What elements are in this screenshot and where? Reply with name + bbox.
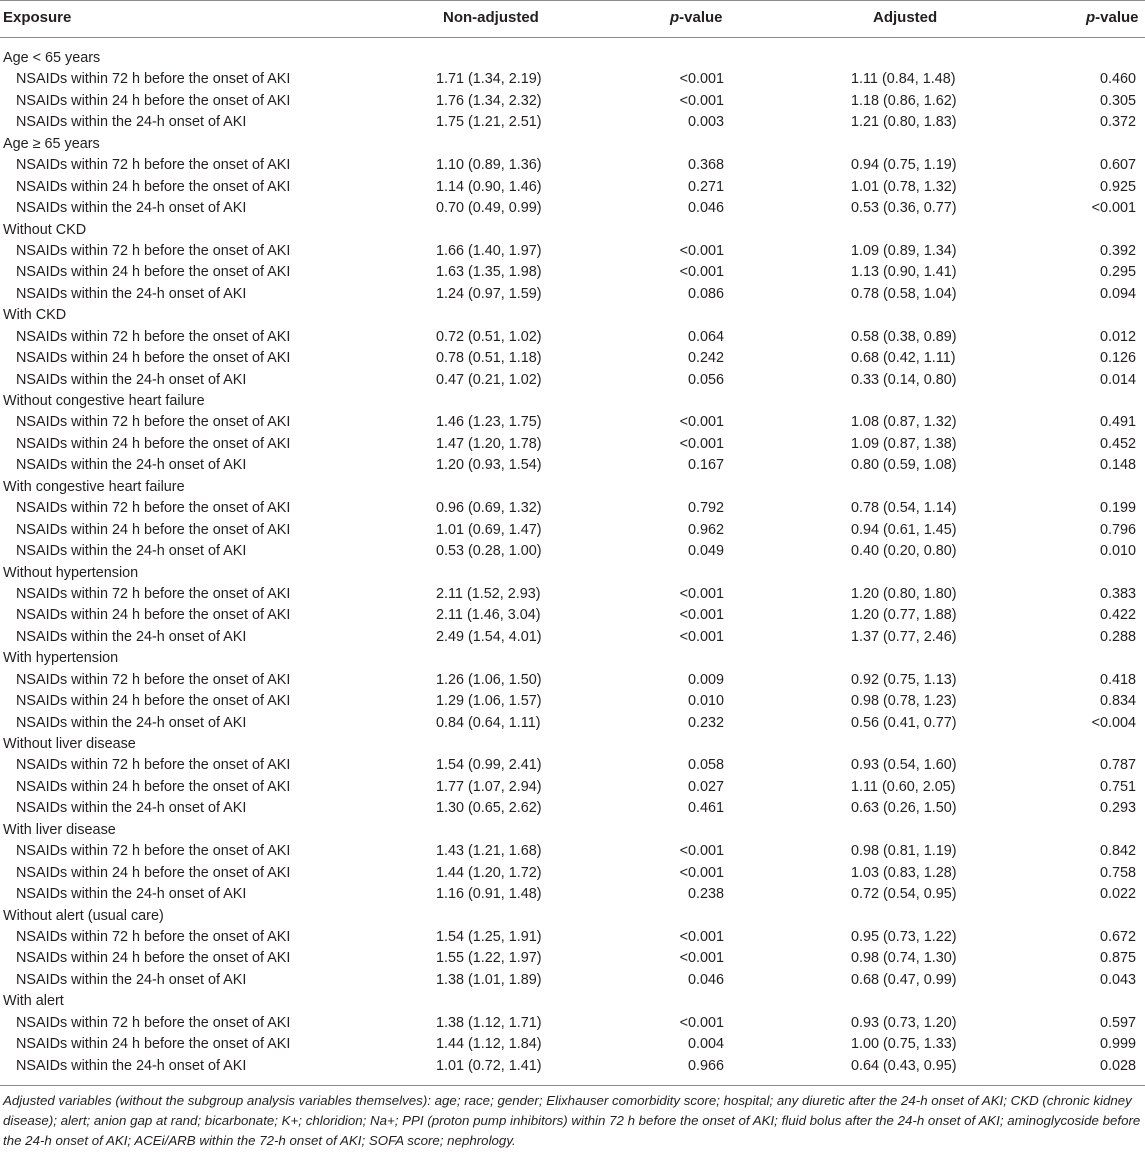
group-header-row xyxy=(0,906,1145,927)
exposure-cell: NSAIDs within the 24-h onset of AKI xyxy=(16,543,247,560)
group-header-row xyxy=(0,477,1145,498)
adjusted-cell: 0.94 (0.61, 1.45) xyxy=(851,521,957,538)
exposure-cell: NSAIDs within 72 h before the onset of AKI xyxy=(16,928,291,945)
adjusted-cell: 0.56 (0.41, 0.77) xyxy=(851,714,957,731)
p-value-cell: 0.058 xyxy=(687,757,724,774)
adjusted-p-value-cell: 0.999 xyxy=(1099,1036,1136,1053)
non-adjusted-cell: 1.10 (0.89, 1.36) xyxy=(436,157,542,174)
adjusted-p-value-cell: 0.834 xyxy=(1099,693,1136,710)
adjusted-p-value-cell: 0.028 xyxy=(1099,1057,1136,1074)
exposure-cell: NSAIDs within the 24-h onset of AKI xyxy=(16,285,247,302)
group-title: Without liver disease xyxy=(3,736,136,752)
non-adjusted-cell: 1.38 (1.01, 1.89) xyxy=(436,971,542,988)
p-value-cell: 0.056 xyxy=(687,371,724,388)
group-title: With liver disease xyxy=(3,821,116,838)
exposure-cell: NSAIDs within the 24-h onset of AKI xyxy=(16,886,247,903)
exposure-cell: NSAIDs within 24 h before the onset of AKI xyxy=(16,950,291,967)
non-adjusted-cell: 1.26 (1.06, 1.50) xyxy=(436,671,542,688)
adjusted-cell: 1.21 (0.80, 1.83) xyxy=(851,114,957,131)
exposure-cell: NSAIDs within 24 h before the onset of AKI xyxy=(16,264,291,281)
group-header-row xyxy=(0,734,1145,755)
table-row xyxy=(0,863,1145,884)
table-row xyxy=(0,327,1145,348)
exposure-cell: NSAIDs within 24 h before the onset of AKI xyxy=(16,693,291,710)
p-value-cell: 0.027 xyxy=(687,778,724,795)
adjusted-cell: 0.80 (0.59, 1.08) xyxy=(851,457,957,474)
non-adjusted-cell: 1.43 (1.21, 1.68) xyxy=(436,843,542,860)
table-row xyxy=(0,370,1145,391)
p-value-cell: <0.001 xyxy=(679,242,724,259)
table-row xyxy=(0,798,1145,819)
adjusted-p-value-cell: 0.392 xyxy=(1099,242,1136,259)
exposure-cell: NSAIDs within the 24-h onset of AKI xyxy=(16,457,247,474)
adjusted-p-value-cell: 0.148 xyxy=(1099,457,1136,474)
p-value-cell: 0.010 xyxy=(687,693,724,710)
non-adjusted-cell: 1.55 (1.22, 1.97) xyxy=(436,950,542,967)
adjusted-cell: 1.03 (0.83, 1.28) xyxy=(851,864,957,881)
exposure-cell: NSAIDs within 24 h before the onset of AKI xyxy=(16,864,291,881)
exposure-cell: NSAIDs within 24 h before the onset of AKI xyxy=(16,778,291,795)
table-row xyxy=(0,112,1145,133)
p-value-cell: 0.232 xyxy=(687,714,724,731)
non-adjusted-cell: 1.16 (0.91, 1.48) xyxy=(436,886,542,903)
exposure-cell: NSAIDs within 72 h before the onset of AKI xyxy=(16,843,291,860)
p-value-cell: <0.001 xyxy=(679,628,724,645)
p-value-cell: <0.001 xyxy=(679,607,724,624)
table-row xyxy=(0,584,1145,605)
non-adjusted-cell: 0.53 (0.28, 1.00) xyxy=(436,543,542,560)
p-value-cell: <0.001 xyxy=(679,928,724,945)
p-value-cell: 0.046 xyxy=(687,200,724,217)
adjusted-cell: 0.93 (0.73, 1.20) xyxy=(851,1014,957,1031)
non-adjusted-cell: 0.84 (0.64, 1.11) xyxy=(436,714,541,731)
p-value-cell: 0.004 xyxy=(687,1036,724,1053)
adjusted-p-value-cell: 0.288 xyxy=(1099,628,1136,645)
p-value-cell: <0.001 xyxy=(679,864,724,881)
p-value-cell: 0.009 xyxy=(687,671,724,688)
adjusted-cell: 1.20 (0.77, 1.88) xyxy=(851,607,957,624)
table-row xyxy=(0,970,1145,991)
non-adjusted-cell: 1.44 (1.12, 1.84) xyxy=(436,1036,542,1053)
adjusted-p-value-cell: 0.295 xyxy=(1099,264,1136,281)
adjusted-p-value-cell: 0.094 xyxy=(1099,285,1136,302)
non-adjusted-cell: 1.76 (1.34, 2.32) xyxy=(436,92,542,109)
exposure-cell: NSAIDs within 72 h before the onset of AKI xyxy=(16,328,291,345)
adjusted-p-value-cell: <0.001 xyxy=(1091,200,1136,217)
non-adjusted-cell: 1.01 (0.69, 1.47) xyxy=(436,521,542,538)
non-adjusted-cell: 1.66 (1.40, 1.97) xyxy=(436,242,542,259)
adjusted-cell: 1.11 (0.84, 1.48) xyxy=(851,71,956,88)
non-adjusted-cell: 0.70 (0.49, 0.99) xyxy=(436,200,542,217)
adjusted-p-value-cell: 0.460 xyxy=(1099,71,1136,88)
adjusted-p-value-cell: 0.383 xyxy=(1099,585,1136,602)
table-row xyxy=(0,605,1145,626)
exposure-cell: NSAIDs within 24 h before the onset of AKI xyxy=(16,92,291,109)
p-value-cell: 0.242 xyxy=(687,350,724,367)
p-value-cell: <0.001 xyxy=(679,950,724,967)
adjusted-cell: 0.64 (0.43, 0.95) xyxy=(851,1057,957,1074)
adjusted-cell: 0.68 (0.47, 0.99) xyxy=(851,971,957,988)
group-header-row xyxy=(0,48,1145,69)
adjusted-cell: 0.53 (0.36, 0.77) xyxy=(851,200,957,217)
header-exposure: Exposure xyxy=(3,9,72,26)
header-p-value-1 xyxy=(670,9,723,26)
p-value-cell: 0.792 xyxy=(687,500,724,517)
adjusted-cell: 0.68 (0.42, 1.11) xyxy=(851,350,956,367)
group-title: Age < 65 years xyxy=(3,50,101,66)
table-row xyxy=(0,755,1145,776)
exposure-cell: NSAIDs within 24 h before the onset of AKI xyxy=(16,350,291,367)
non-adjusted-cell: 0.78 (0.51, 1.18) xyxy=(436,350,542,367)
adjusted-p-value-cell: 0.597 xyxy=(1099,1014,1136,1031)
group-title: Without hypertension xyxy=(3,564,139,581)
table-row xyxy=(0,241,1145,262)
adjusted-cell: 1.18 (0.86, 1.62) xyxy=(851,92,957,109)
table-row xyxy=(0,541,1145,562)
adjusted-cell: 0.92 (0.75, 1.13) xyxy=(851,671,957,688)
p-value-cell: <0.001 xyxy=(679,435,724,452)
adjusted-p-value-cell: 0.842 xyxy=(1099,843,1136,860)
table-header xyxy=(0,0,1145,38)
p-value-cell: <0.001 xyxy=(679,414,724,431)
table-row xyxy=(0,627,1145,648)
table-row xyxy=(0,1056,1145,1077)
group-header-row xyxy=(0,305,1145,326)
adjusted-cell: 0.93 (0.54, 1.60) xyxy=(851,757,957,774)
adjusted-cell: 0.40 (0.20, 0.80) xyxy=(851,543,957,560)
table-row xyxy=(0,1034,1145,1055)
header-adjusted: Adjusted xyxy=(873,9,938,26)
p-value-cell: <0.001 xyxy=(679,843,724,860)
header-p-letter: p xyxy=(670,9,680,26)
table-row xyxy=(0,498,1145,519)
non-adjusted-cell: 1.54 (1.25, 1.91) xyxy=(436,928,542,945)
exposure-cell: NSAIDs within 72 h before the onset of AKI xyxy=(16,242,291,259)
exposure-cell: NSAIDs within the 24-h onset of AKI xyxy=(16,1057,247,1074)
header-p-letter: p xyxy=(1086,9,1096,26)
non-adjusted-cell: 2.11 (1.46, 3.04) xyxy=(436,607,541,624)
adjusted-cell: 0.58 (0.38, 0.89) xyxy=(851,328,957,345)
adjusted-p-value-cell: 0.293 xyxy=(1099,800,1136,817)
non-adjusted-cell: 2.49 (1.54, 4.01) xyxy=(436,628,542,645)
exposure-cell: NSAIDs within 72 h before the onset of AKI xyxy=(16,757,291,774)
adjusted-p-value-cell: 0.014 xyxy=(1099,371,1136,388)
table-row xyxy=(0,412,1145,433)
non-adjusted-cell: 2.11 (1.52, 2.93) xyxy=(436,585,541,602)
p-value-cell: <0.001 xyxy=(679,264,724,281)
p-value-cell: 0.966 xyxy=(687,1057,724,1074)
non-adjusted-cell: 1.54 (0.99, 2.41) xyxy=(436,757,542,774)
exposure-cell: NSAIDs within the 24-h onset of AKI xyxy=(16,114,247,131)
adjusted-cell: 0.78 (0.58, 1.04) xyxy=(851,285,957,302)
table-row xyxy=(0,927,1145,948)
exposure-cell: NSAIDs within 72 h before the onset of AKI xyxy=(16,157,291,174)
non-adjusted-cell: 1.30 (0.65, 2.62) xyxy=(436,800,542,817)
header-p-suffix: -value xyxy=(679,9,723,26)
table-row xyxy=(0,177,1145,198)
exposure-cell: NSAIDs within 72 h before the onset of AKI xyxy=(16,414,291,431)
p-value-cell: 0.461 xyxy=(687,800,724,817)
table-row xyxy=(0,284,1145,305)
table-footnote: Adjusted variables (without the subgroup analysis variables themselves): age; race; gender; Elixhauser comorbidity score; hospital; any diuretic after the 24-h onset of AKI; CKD (chronic kidney disease); alert; anion gap at rand; bicarbonate; K+; chloridion; Na+; PPI (proton pump inhibitors) within 72 h before the onset of AKI; fluid bolus after the 24-h onset of AKI; aminoglycoside before the 24-h onset of AKI; ACEi/ARB within the 72-h onset of AKI; SOFA score; nephrology. xyxy=(3,1093,1141,1148)
exposure-cell: NSAIDs within the 24-h onset of AKI xyxy=(16,200,247,217)
p-value-cell: 0.046 xyxy=(687,971,724,988)
header-p-value-2 xyxy=(1086,9,1139,26)
adjusted-cell: 1.13 (0.90, 1.41) xyxy=(851,264,957,281)
group-title: With congestive heart failure xyxy=(3,478,185,495)
table-row xyxy=(0,262,1145,283)
adjusted-cell: 0.95 (0.73, 1.22) xyxy=(851,928,957,945)
group-title: Without alert (usual care) xyxy=(3,907,164,924)
adjusted-cell: 1.08 (0.87, 1.32) xyxy=(851,414,957,431)
non-adjusted-cell: 1.63 (1.35, 1.98) xyxy=(436,264,542,281)
exposure-cell: NSAIDs within 24 h before the onset of AKI xyxy=(16,607,291,624)
table-row xyxy=(0,884,1145,905)
p-value-cell: 0.049 xyxy=(687,543,724,560)
exposure-cell: NSAIDs within the 24-h onset of AKI xyxy=(16,371,247,388)
adjusted-cell: 1.09 (0.87, 1.38) xyxy=(851,435,957,452)
adjusted-p-value-cell: 0.012 xyxy=(1099,328,1136,345)
table-body xyxy=(0,48,1145,1077)
adjusted-p-value-cell: 0.043 xyxy=(1099,971,1136,988)
adjusted-p-value-cell: 0.126 xyxy=(1099,350,1136,367)
adjusted-p-value-cell: 0.875 xyxy=(1099,950,1136,967)
adjusted-p-value-cell: 0.422 xyxy=(1099,607,1136,624)
adjusted-p-value-cell: 0.010 xyxy=(1099,543,1136,560)
adjusted-cell: 1.37 (0.77, 2.46) xyxy=(851,628,957,645)
group-header-row xyxy=(0,648,1145,669)
adjusted-p-value-cell: 0.672 xyxy=(1099,928,1136,945)
table-row xyxy=(0,455,1145,476)
table-row xyxy=(0,91,1145,112)
p-value-cell: 0.064 xyxy=(687,328,724,345)
table-row xyxy=(0,670,1145,691)
group-header-row xyxy=(0,220,1145,241)
group-title: Age ≥ 65 years xyxy=(3,135,100,152)
table-row xyxy=(0,691,1145,712)
exposure-cell: NSAIDs within the 24-h onset of AKI xyxy=(16,971,247,988)
adjusted-cell: 0.94 (0.75, 1.19) xyxy=(851,157,957,174)
group-header-row xyxy=(0,991,1145,1012)
exposure-cell: NSAIDs within 72 h before the onset of AKI xyxy=(16,71,291,88)
adjusted-cell: 1.00 (0.75, 1.33) xyxy=(851,1036,957,1053)
non-adjusted-cell: 1.44 (1.20, 1.72) xyxy=(436,864,542,881)
p-value-cell: 0.962 xyxy=(687,521,724,538)
table-row xyxy=(0,155,1145,176)
p-value-cell: 0.003 xyxy=(687,114,724,131)
table-row xyxy=(0,841,1145,862)
group-header-row xyxy=(0,563,1145,584)
group-header-row xyxy=(0,820,1145,841)
adjusted-p-value-cell: 0.418 xyxy=(1099,671,1136,688)
non-adjusted-cell: 1.47 (1.20, 1.78) xyxy=(436,435,542,452)
table-row xyxy=(0,69,1145,90)
non-adjusted-cell: 1.75 (1.21, 2.51) xyxy=(436,114,542,131)
non-adjusted-cell: 0.47 (0.21, 1.02) xyxy=(436,371,542,388)
non-adjusted-cell: 1.14 (0.90, 1.46) xyxy=(436,178,542,195)
adjusted-p-value-cell: 0.758 xyxy=(1099,864,1136,881)
adjusted-cell: 1.11 (0.60, 2.05) xyxy=(851,778,956,795)
adjusted-p-value-cell: 0.452 xyxy=(1099,435,1136,452)
exposure-cell: NSAIDs within 72 h before the onset of AKI xyxy=(16,585,291,602)
non-adjusted-cell: 1.71 (1.34, 2.19) xyxy=(436,71,542,88)
adjusted-cell: 0.98 (0.81, 1.19) xyxy=(851,843,957,860)
table-row xyxy=(0,713,1145,734)
group-title: With alert xyxy=(3,993,64,1010)
exposure-cell: NSAIDs within 72 h before the onset of AKI xyxy=(16,500,291,517)
table-row xyxy=(0,198,1145,219)
non-adjusted-cell: 1.46 (1.23, 1.75) xyxy=(436,414,542,431)
exposure-cell: NSAIDs within 24 h before the onset of AKI xyxy=(16,1036,291,1053)
p-value-cell: 0.086 xyxy=(687,285,724,302)
table-row xyxy=(0,1013,1145,1034)
header-non-adjusted: Non-adjusted xyxy=(443,9,539,26)
p-value-cell: 0.167 xyxy=(687,457,724,474)
non-adjusted-cell: 0.96 (0.69, 1.32) xyxy=(436,500,542,517)
header-p-suffix: -value xyxy=(1095,9,1139,26)
adjusted-p-value-cell: 0.796 xyxy=(1099,521,1136,538)
p-value-cell: <0.001 xyxy=(679,92,724,109)
group-title: Without CKD xyxy=(3,221,87,238)
non-adjusted-cell: 1.20 (0.93, 1.54) xyxy=(436,457,542,474)
table-row xyxy=(0,348,1145,369)
non-adjusted-cell: 1.77 (1.07, 2.94) xyxy=(436,778,542,795)
exposure-cell: NSAIDs within 24 h before the onset of AKI xyxy=(16,435,291,452)
non-adjusted-cell: 1.01 (0.72, 1.41) xyxy=(436,1057,542,1074)
group-title: Without congestive heart failure xyxy=(3,393,205,409)
adjusted-cell: 0.72 (0.54, 0.95) xyxy=(851,886,957,903)
exposure-cell: NSAIDs within the 24-h onset of AKI xyxy=(16,714,247,731)
non-adjusted-cell: 1.29 (1.06, 1.57) xyxy=(436,693,542,710)
p-value-cell: 0.368 xyxy=(687,157,724,174)
p-value-cell: <0.001 xyxy=(679,585,724,602)
table-bottom-rule xyxy=(0,1085,1145,1086)
group-header-row xyxy=(0,134,1145,155)
adjusted-cell: 0.78 (0.54, 1.14) xyxy=(851,500,957,517)
adjusted-p-value-cell: 0.925 xyxy=(1099,178,1136,195)
adjusted-p-value-cell: 0.607 xyxy=(1099,157,1136,174)
table-row xyxy=(0,777,1145,798)
adjusted-p-value-cell: 0.372 xyxy=(1099,114,1136,131)
adjusted-p-value-cell: 0.491 xyxy=(1099,414,1136,431)
adjusted-p-value-cell: 0.787 xyxy=(1099,757,1136,774)
adjusted-cell: 1.01 (0.78, 1.32) xyxy=(851,178,957,195)
adjusted-cell: 0.98 (0.74, 1.30) xyxy=(851,950,957,967)
p-value-cell: <0.001 xyxy=(679,1014,724,1031)
adjusted-cell: 1.20 (0.80, 1.80) xyxy=(851,585,957,602)
exposure-cell: NSAIDs within 72 h before the onset of AKI xyxy=(16,1014,291,1031)
exposure-cell: NSAIDs within 72 h before the onset of AKI xyxy=(16,671,291,688)
adjusted-p-value-cell: 0.199 xyxy=(1099,500,1136,517)
exposure-cell: NSAIDs within the 24-h onset of AKI xyxy=(16,628,247,645)
p-value-cell: 0.271 xyxy=(687,178,724,195)
p-value-cell: 0.238 xyxy=(687,886,724,903)
adjusted-p-value-cell: 0.305 xyxy=(1099,92,1136,109)
non-adjusted-cell: 1.24 (0.97, 1.59) xyxy=(436,285,542,302)
exposure-cell: NSAIDs within 24 h before the onset of AKI xyxy=(16,521,291,538)
exposure-cell: NSAIDs within 24 h before the onset of AKI xyxy=(16,178,291,195)
non-adjusted-cell: 0.72 (0.51, 1.02) xyxy=(436,328,542,345)
adjusted-cell: 0.33 (0.14, 0.80) xyxy=(851,371,957,388)
adjusted-cell: 0.63 (0.26, 1.50) xyxy=(851,800,957,817)
exposure-cell: NSAIDs within the 24-h onset of AKI xyxy=(16,800,247,817)
adjusted-cell: 0.98 (0.78, 1.23) xyxy=(851,693,957,710)
table-row xyxy=(0,948,1145,969)
non-adjusted-cell: 1.38 (1.12, 1.71) xyxy=(436,1014,542,1031)
adjusted-p-value-cell: 0.751 xyxy=(1099,778,1136,795)
table-row xyxy=(0,520,1145,541)
group-header-row xyxy=(0,391,1145,412)
adjusted-p-value-cell: 0.022 xyxy=(1099,886,1136,903)
p-value-cell: <0.001 xyxy=(679,71,724,88)
table-row xyxy=(0,434,1145,455)
group-title: With CKD xyxy=(3,307,67,324)
adjusted-cell: 1.09 (0.89, 1.34) xyxy=(851,242,957,259)
group-title: With hypertension xyxy=(3,650,119,667)
adjusted-p-value-cell: <0.004 xyxy=(1091,714,1136,731)
